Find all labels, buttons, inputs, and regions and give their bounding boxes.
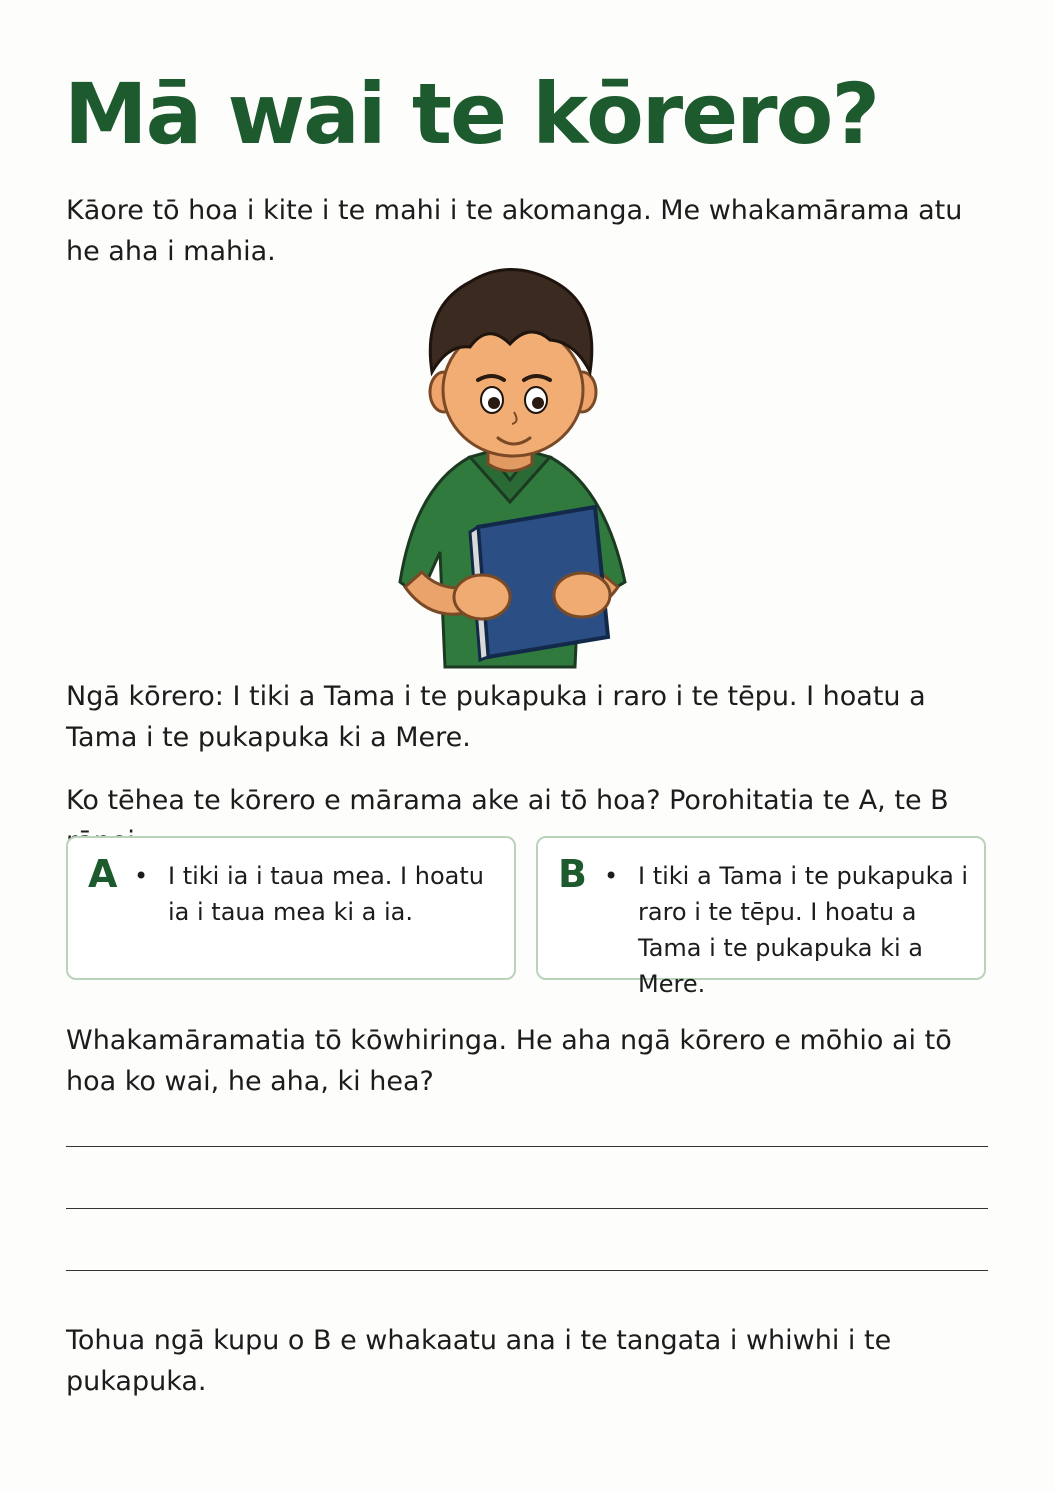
answer-line[interactable] [66,1208,988,1209]
task-text: Tohua ngā kupu o B e whakaatu ana i te tangata i whiwhi i te pukapuka. [66,1325,892,1397]
option-a-box[interactable] [66,836,516,980]
question-text: Ko tēhea te kōrero e mārama ake ai tō hoa? Porohitatia te A, te B [66,785,949,816]
answer-line[interactable] [66,1270,988,1271]
intro-text: Kāore tō hoa i kite i te mahi i te akomanga. Me whakamārama atu he aha i mahia. [66,195,963,267]
story-text: Ngā kōrero: I tiki a Tama i te pukapuka i raro i te tēpu. I hoatu a Tama i te pukapuka ki a Mere. [66,681,926,753]
explain-prompt: Whakamāramatia tō kōwhiringa. He aha ngā kōrero e mōhio ai tō hoa ko wai, he aha, ki hea? [66,1025,952,1097]
page-title: Mā wai te kōrero? [64,65,879,163]
option-a-text: I tiki ia i taua mea. I hoatu ia i taua mea ki a ia. [168,862,484,926]
bullet-icon: • [604,862,619,890]
boy-with-book-illustration [360,252,660,672]
option-a-letter: A [88,852,118,896]
bullet-icon: • [134,862,149,890]
option-b-letter: B [558,852,587,896]
option-b-text: I tiki a Tama i te pukapuka i raro i te tēpu. I hoatu a Tama i te pukapuka ki a Mere. [638,862,969,998]
option-b-box[interactable] [536,836,986,998]
answer-line[interactable] [66,1146,988,1147]
